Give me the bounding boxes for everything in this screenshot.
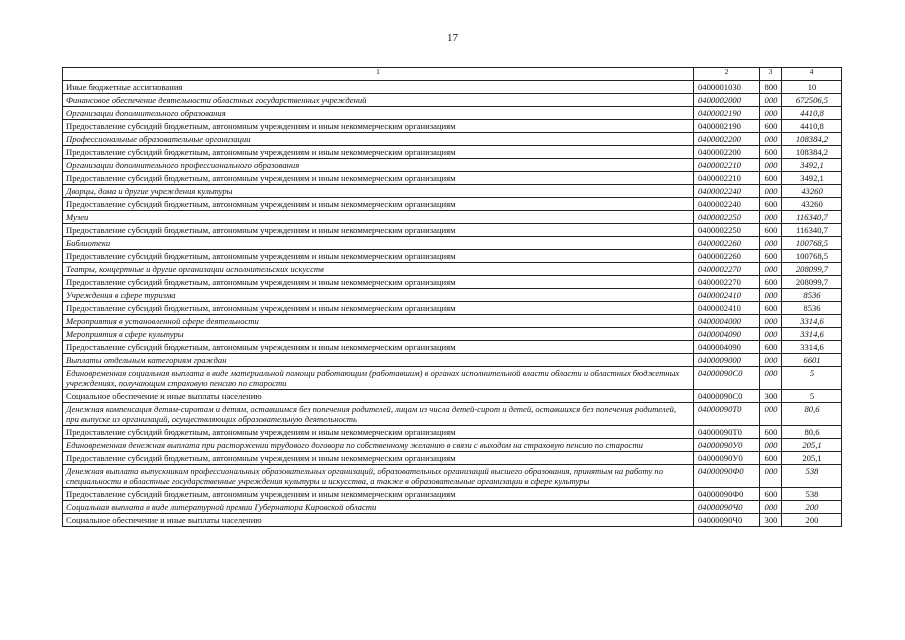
row-code-cell: 0400002240 (694, 198, 760, 211)
row-name-cell: Денежная выплата выпускникам профессиональных образовательных организаций, образовательных организаций высшего образования, принятым на работу по специальности в областные государственные учреждения культуры и искусства, а также в образовательные организации в сфере культуры (63, 465, 694, 488)
row-name-cell: Организации дополнительного профессионального образования (63, 159, 694, 172)
row-name-cell: Библиотеки (63, 237, 694, 250)
table-row (63, 439, 842, 452)
row-sum-cell: 6601 (782, 354, 842, 367)
table-row (63, 354, 842, 367)
row-name-cell: Иные бюджетные ассигнования (63, 81, 694, 94)
row-expense-type-cell: 000 (760, 289, 782, 302)
row-sum-cell: 3314,6 (782, 315, 842, 328)
row-sum-cell: 43260 (782, 198, 842, 211)
row-name-cell: Денежная компенсация детям-сиротам и детям, оставшимся без попечения родителей, лицам из числа детей-сирот и детей, оставшихся без попечения родителей, при выпуске из организаций, осуществляющих образовательную деятельность (63, 403, 694, 426)
table-body (63, 68, 842, 527)
table-row (63, 250, 842, 263)
row-sum-cell: 116340,7 (782, 211, 842, 224)
row-expense-type-cell: 000 (760, 403, 782, 426)
row-name-cell: Единовременная социальная выплата в виде материальной помощи работающим (работавшим) в органах исполнительной власти области и областных бюджетных учреждениях, получающим страховую пенсию по старости (63, 367, 694, 390)
row-name-cell: Организации дополнительного образования (63, 107, 694, 120)
row-expense-type-cell: 000 (760, 133, 782, 146)
row-code-cell: 04000090У0 (694, 439, 760, 452)
row-name-cell: Мероприятия в сфере культуры (63, 328, 694, 341)
row-sum-cell: 208099,7 (782, 263, 842, 276)
row-expense-type-cell: 000 (760, 501, 782, 514)
column-header-2: 2 (694, 68, 760, 81)
row-expense-type-cell: 600 (760, 224, 782, 237)
row-code-cell: 0400002410 (694, 302, 760, 315)
row-name-cell: Мероприятия в установленной сфере деятельности (63, 315, 694, 328)
table-row (63, 185, 842, 198)
row-code-cell: 0400002190 (694, 107, 760, 120)
row-sum-cell: 4410,8 (782, 107, 842, 120)
row-name-cell: Театры, концертные и другие организации исполнительских искусств (63, 263, 694, 276)
column-header-1: 1 (63, 68, 694, 81)
row-code-cell: 0400002200 (694, 146, 760, 159)
table-row (63, 146, 842, 159)
table-row (63, 390, 842, 403)
row-expense-type-cell: 600 (760, 276, 782, 289)
table-row (63, 465, 842, 488)
row-name-cell: Финансовое обеспечение деятельности областных государственных учреждений (63, 94, 694, 107)
row-code-cell: 0400002250 (694, 211, 760, 224)
row-expense-type-cell: 300 (760, 514, 782, 527)
row-code-cell: 0400002250 (694, 224, 760, 237)
table-row (63, 94, 842, 107)
row-code-cell: 04000090У0 (694, 452, 760, 465)
row-code-cell: 04000090Ч0 (694, 514, 760, 527)
row-expense-type-cell: 600 (760, 198, 782, 211)
row-sum-cell: 100768,5 (782, 250, 842, 263)
row-expense-type-cell: 000 (760, 354, 782, 367)
table-row (63, 452, 842, 465)
row-code-cell: 0400002210 (694, 172, 760, 185)
table-row (63, 514, 842, 527)
row-sum-cell: 200 (782, 501, 842, 514)
row-sum-cell: 200 (782, 514, 842, 527)
row-expense-type-cell: 600 (760, 488, 782, 501)
row-name-cell: Предоставление субсидий бюджетным, автономным учреждениям и иным некоммерческим организациям (63, 426, 694, 439)
row-code-cell: 0400002240 (694, 185, 760, 198)
table-row (63, 276, 842, 289)
row-expense-type-cell: 600 (760, 341, 782, 354)
table-row (63, 501, 842, 514)
row-code-cell: 0400001030 (694, 81, 760, 94)
row-expense-type-cell: 600 (760, 146, 782, 159)
row-expense-type-cell: 800 (760, 81, 782, 94)
row-sum-cell: 4410,8 (782, 120, 842, 133)
column-header-4: 4 (782, 68, 842, 81)
row-sum-cell: 80,6 (782, 403, 842, 426)
table-row (63, 133, 842, 146)
budget-table (62, 67, 842, 527)
row-name-cell: Предоставление субсидий бюджетным, автономным учреждениям и иным некоммерческим организациям (63, 488, 694, 501)
row-name-cell: Социальное обеспечение и иные выплаты населению (63, 390, 694, 403)
row-sum-cell: 5 (782, 367, 842, 390)
row-code-cell: 0400004090 (694, 341, 760, 354)
row-code-cell: 0400002270 (694, 276, 760, 289)
row-sum-cell: 208099,7 (782, 276, 842, 289)
row-code-cell: 04000090С0 (694, 390, 760, 403)
row-code-cell: 04000090Ф0 (694, 465, 760, 488)
row-code-cell: 0400002410 (694, 289, 760, 302)
table-row (63, 120, 842, 133)
row-expense-type-cell: 000 (760, 465, 782, 488)
row-name-cell: Предоставление субсидий бюджетным, автономным учреждениям и иным некоммерческим организациям (63, 341, 694, 354)
row-name-cell: Учреждения в сфере туризма (63, 289, 694, 302)
table-row (63, 488, 842, 501)
row-expense-type-cell: 600 (760, 452, 782, 465)
row-sum-cell: 3492,1 (782, 172, 842, 185)
table-row (63, 198, 842, 211)
row-expense-type-cell: 000 (760, 315, 782, 328)
row-code-cell: 0400009000 (694, 354, 760, 367)
row-sum-cell: 108384,2 (782, 133, 842, 146)
row-sum-cell: 205,1 (782, 452, 842, 465)
row-name-cell: Предоставление субсидий бюджетным, автономным учреждениям и иным некоммерческим организациям (63, 250, 694, 263)
row-expense-type-cell: 000 (760, 263, 782, 276)
row-name-cell: Предоставление субсидий бюджетным, автономным учреждениям и иным некоммерческим организациям (63, 276, 694, 289)
row-sum-cell: 108384,2 (782, 146, 842, 159)
row-sum-cell: 80,6 (782, 426, 842, 439)
row-code-cell: 0400002260 (694, 250, 760, 263)
row-sum-cell: 8536 (782, 289, 842, 302)
row-sum-cell: 538 (782, 465, 842, 488)
row-name-cell: Предоставление субсидий бюджетным, автономным учреждениям и иным некоммерческим организациям (63, 146, 694, 159)
table-row (63, 289, 842, 302)
row-code-cell: 04000090Ч0 (694, 501, 760, 514)
row-expense-type-cell: 000 (760, 185, 782, 198)
row-expense-type-cell: 600 (760, 426, 782, 439)
row-expense-type-cell: 000 (760, 439, 782, 452)
row-code-cell: 04000090Т0 (694, 426, 760, 439)
table-row (63, 159, 842, 172)
row-sum-cell: 5 (782, 390, 842, 403)
table-row (63, 237, 842, 250)
row-code-cell: 0400002000 (694, 94, 760, 107)
row-code-cell: 0400004090 (694, 328, 760, 341)
table-row (63, 107, 842, 120)
table-row (63, 341, 842, 354)
row-sum-cell: 3314,6 (782, 328, 842, 341)
row-expense-type-cell: 000 (760, 159, 782, 172)
table-row (63, 81, 842, 94)
table-row (63, 211, 842, 224)
row-expense-type-cell: 000 (760, 328, 782, 341)
table-row (63, 172, 842, 185)
row-name-cell: Дворцы, дома и другие учреждения культуры (63, 185, 694, 198)
table-row (63, 315, 842, 328)
row-code-cell: 04000090С0 (694, 367, 760, 390)
row-expense-type-cell: 600 (760, 250, 782, 263)
row-name-cell: Единовременная денежная выплата при расторжении трудового договора по собственному желанию в связи с выходом на страховую пенсию по старости (63, 439, 694, 452)
table-row (63, 224, 842, 237)
table-row (63, 367, 842, 390)
row-expense-type-cell: 000 (760, 237, 782, 250)
row-sum-cell: 672506,5 (782, 94, 842, 107)
row-expense-type-cell: 600 (760, 120, 782, 133)
row-code-cell: 0400002210 (694, 159, 760, 172)
table-row (63, 302, 842, 315)
row-name-cell: Предоставление субсидий бюджетным, автономным учреждениям и иным некоммерческим организациям (63, 302, 694, 315)
row-sum-cell: 3314,6 (782, 341, 842, 354)
row-expense-type-cell: 000 (760, 211, 782, 224)
row-name-cell: Музеи (63, 211, 694, 224)
row-sum-cell: 116340,7 (782, 224, 842, 237)
row-code-cell: 04000090Ф0 (694, 488, 760, 501)
row-code-cell: 0400002190 (694, 120, 760, 133)
row-name-cell: Профессиональные образовательные организации (63, 133, 694, 146)
row-sum-cell: 8536 (782, 302, 842, 315)
row-expense-type-cell: 600 (760, 172, 782, 185)
row-name-cell: Предоставление субсидий бюджетным, автономным учреждениям и иным некоммерческим организациям (63, 224, 694, 237)
row-sum-cell: 10 (782, 81, 842, 94)
row-sum-cell: 538 (782, 488, 842, 501)
table-row (63, 263, 842, 276)
row-name-cell: Выплаты отдельным категориям граждан (63, 354, 694, 367)
table-row (63, 403, 842, 426)
row-name-cell: Предоставление субсидий бюджетным, автономным учреждениям и иным некоммерческим организациям (63, 198, 694, 211)
row-expense-type-cell: 300 (760, 390, 782, 403)
table-row (63, 328, 842, 341)
row-name-cell: Предоставление субсидий бюджетным, автономным учреждениям и иным некоммерческим организациям (63, 172, 694, 185)
row-sum-cell: 205,1 (782, 439, 842, 452)
row-expense-type-cell: 600 (760, 302, 782, 315)
row-name-cell: Социальное обеспечение и иные выплаты населению (63, 514, 694, 527)
row-sum-cell: 3492,1 (782, 159, 842, 172)
row-expense-type-cell: 000 (760, 94, 782, 107)
row-name-cell: Социальная выплата в виде литературной премии Губернатора Кировской области (63, 501, 694, 514)
row-expense-type-cell: 000 (760, 107, 782, 120)
column-header-3: 3 (760, 68, 782, 81)
table-header-row (63, 68, 842, 81)
row-sum-cell: 100768,5 (782, 237, 842, 250)
row-name-cell: Предоставление субсидий бюджетным, автономным учреждениям и иным некоммерческим организациям (63, 452, 694, 465)
row-name-cell: Предоставление субсидий бюджетным, автономным учреждениям и иным некоммерческим организациям (63, 120, 694, 133)
row-sum-cell: 43260 (782, 185, 842, 198)
row-code-cell: 0400004000 (694, 315, 760, 328)
row-expense-type-cell: 000 (760, 367, 782, 390)
table-row (63, 426, 842, 439)
row-code-cell: 0400002270 (694, 263, 760, 276)
row-code-cell: 04000090Т0 (694, 403, 760, 426)
row-code-cell: 0400002260 (694, 237, 760, 250)
row-code-cell: 0400002200 (694, 133, 760, 146)
page-number: 17 (447, 32, 458, 44)
